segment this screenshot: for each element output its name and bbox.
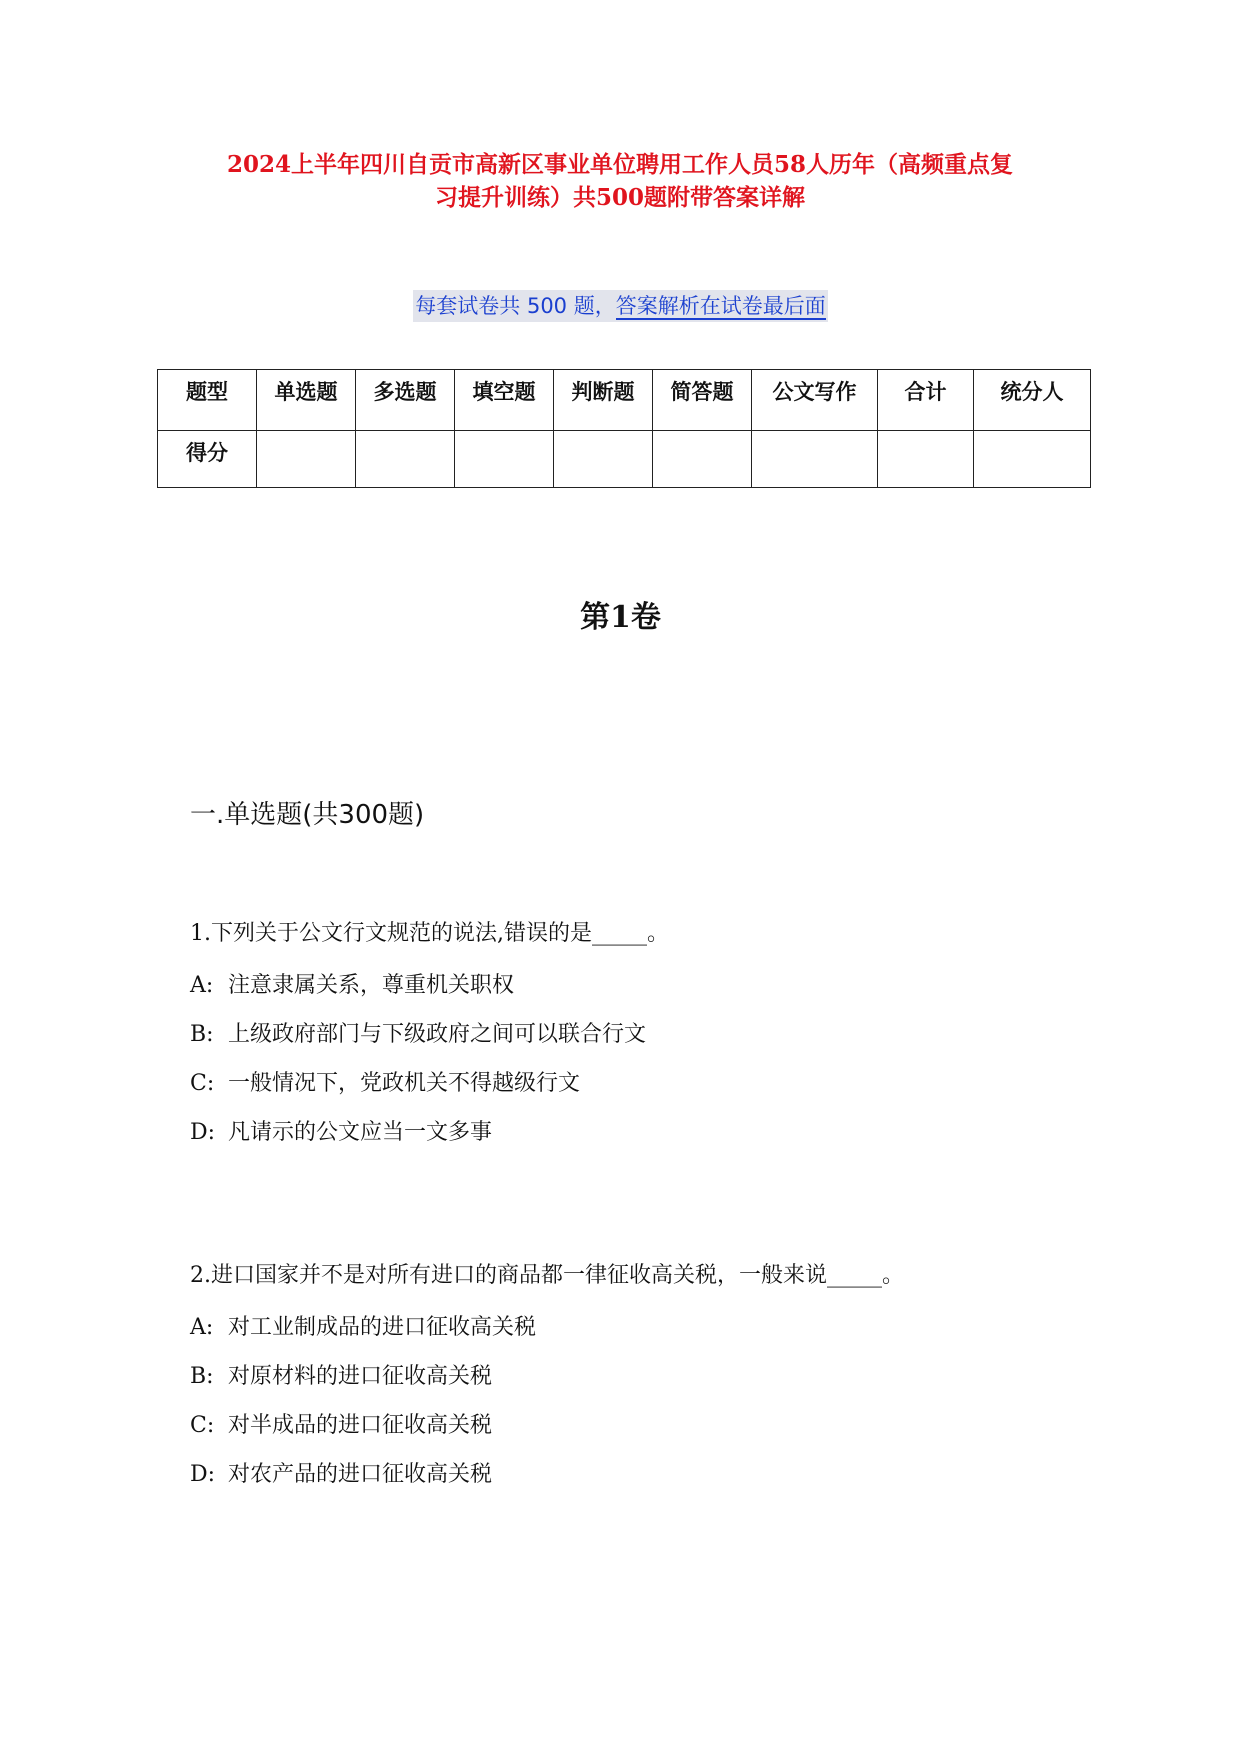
subtitle [413,290,827,322]
option-text: 对工业制成品的进口征收高关税 [228,1315,537,1340]
score-cell [653,431,752,488]
score-table-header-row [158,370,1091,431]
option-d [190,1458,904,1507]
score-cell [878,431,974,488]
section-title: 一.单选题(共300题) [190,800,425,830]
score-cell [974,431,1091,488]
option-text: 对半成品的进口征收高关税 [228,1413,493,1438]
volume-title: 第1卷 [580,600,661,635]
option-key: B: [190,1364,214,1389]
option-key: D: [190,1462,216,1487]
option-b [190,1018,669,1067]
row-label-cell: 得分 [158,431,257,488]
header-cell: 判断题 [554,370,653,431]
header-cell: 合计 [878,370,974,431]
option-key: A: [190,1315,214,1340]
score-cell [752,431,878,488]
option-key: C: [190,1071,215,1096]
option-text: 对农产品的进口征收高关税 [228,1462,493,1487]
option-text: 上级政府部门与下级政府之间可以联合行文 [228,1022,647,1047]
option-a [190,1311,904,1360]
header-cell: 简答题 [653,370,752,431]
option-text: 凡请示的公文应当一文多事 [228,1120,493,1145]
header-cell: 填空题 [455,370,554,431]
header-cell: 题型 [158,370,257,431]
score-cell [257,431,356,488]
option-text: 一般情况下，党政机关不得越级行文 [228,1071,581,1096]
subtitle-plain: 每套试卷共 500 题， [415,294,616,318]
option-key: C: [190,1413,215,1438]
header-cell: 公文写作 [752,370,878,431]
score-table-score-row [158,431,1091,488]
score-cell [455,431,554,488]
option-c [190,1409,904,1458]
question-stem: 2.进口国家并不是对所有进口的商品都一律征收高关税，一般来说_____。 [190,1263,904,1288]
title-line-2: 习提升训练）共500题附带答案详解 [434,184,805,211]
score-table [157,369,1091,488]
question-1 [190,917,669,1165]
option-key: D: [190,1120,216,1145]
question-2 [190,1259,904,1507]
score-cell [554,431,653,488]
header-cell: 多选题 [356,370,455,431]
score-cell [356,431,455,488]
subtitle-row [0,290,1241,322]
option-text: 对原材料的进口征收高关税 [228,1364,493,1389]
option-text: 注意隶属关系，尊重机关职权 [228,973,515,998]
subtitle-underlined: 答案解析在试卷最后面 [615,294,826,318]
option-c [190,1067,669,1116]
option-b [190,1360,904,1409]
option-d [190,1116,669,1165]
header-cell: 统分人 [974,370,1091,431]
title-line-1: 2024上半年四川自贡市高新区事业单位聘用工作人员58人历年（高频重点复 [226,151,1014,178]
option-a [190,969,669,1018]
document-title [180,148,1060,214]
option-key: B: [190,1022,214,1047]
option-key: A: [190,973,214,998]
header-cell: 单选题 [257,370,356,431]
question-stem: 1.下列关于公文行文规范的说法,错误的是_____。 [190,921,669,946]
